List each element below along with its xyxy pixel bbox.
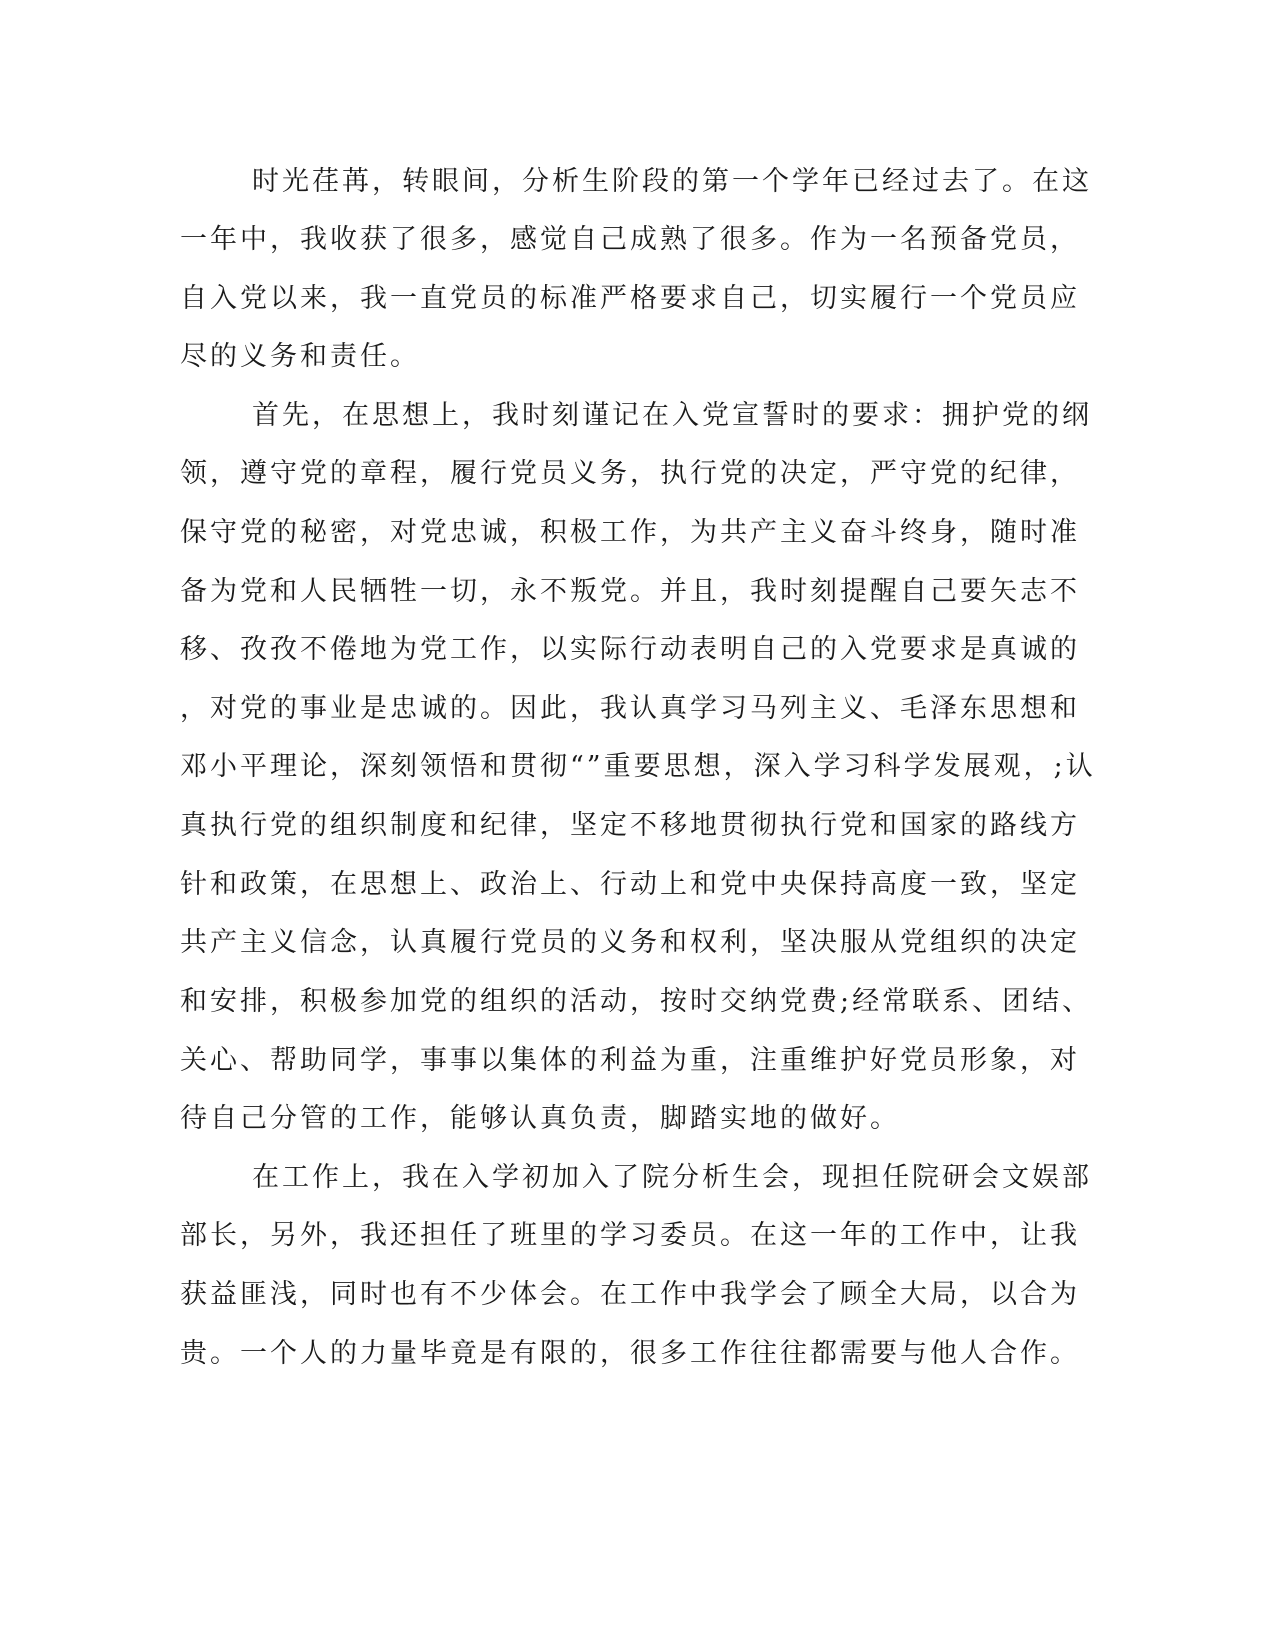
- paragraph-2-line-4: 备为党和人民牺牲一切，永不叛党。并且，我时刻提醒自己要矢志不: [180, 576, 1080, 607]
- paragraph-3-line-1: 在工作上，我在入学初加入了院分析生会，现担任院研会文娱部: [252, 1162, 1092, 1193]
- paragraph-2-line-6: ，对党的事业是忠诚的。因此，我认真学习马列主义、毛泽东思想和: [180, 693, 1080, 724]
- paragraph-2-line-7: 邓小平理论，深刻领悟和贯彻“”重要思想，深入学习科学发展观，;认: [180, 751, 1096, 782]
- paragraph-2-line-8: 真执行党的组织制度和纪律，坚定不移地贯彻执行党和国家的路线方: [180, 810, 1080, 841]
- paragraph-2-line-9: 针和政策，在思想上、政治上、行动上和党中央保持高度一致，坚定: [180, 869, 1080, 900]
- paragraph-2-line-3: 保守党的秘密，对党忠诚，积极工作，为共产主义奋斗终身，随时准: [180, 517, 1080, 548]
- paragraph-1-line-2: 一年中，我收获了很多，感觉自己成熟了很多。作为一名预备党员，: [180, 224, 1080, 255]
- paragraph-2-line-12: 关心、帮助同学，事事以集体的利益为重，注重维护好党员形象，对: [180, 1045, 1080, 1076]
- paragraph-2-line-2: 领，遵守党的章程，履行党员义务，执行党的决定，严守党的纪律，: [180, 458, 1080, 489]
- paragraph-2-line-11: 和安排，积极参加党的组织的活动，按时交纳党费;经常联系、团结、: [180, 986, 1093, 1017]
- paragraph-2-line-10: 共产主义信念，认真履行党员的义务和权利，坚决服从党组织的决定: [180, 927, 1080, 958]
- paragraph-3-line-4: 贵。一个人的力量毕竟是有限的，很多工作往往都需要与他人合作。: [180, 1338, 1080, 1369]
- paragraph-2-line-5: 移、孜孜不倦地为党工作，以实际行动表明自己的入党要求是真诚的: [180, 634, 1080, 665]
- paragraph-1-line-3: 自入党以来，我一直党员的标准严格要求自己，切实履行一个党员应: [180, 283, 1080, 314]
- paragraph-2-line-13: 待自己分管的工作，能够认真负责，脚踏实地的做好。: [180, 1103, 900, 1134]
- paragraph-3-line-2: 部长，另外，我还担任了班里的学习委员。在这一年的工作中，让我: [180, 1220, 1080, 1251]
- paragraph-1-line-4: 尽的义务和责任。: [180, 341, 420, 372]
- paragraph-2-line-1: 首先，在思想上，我时刻谨记在入党宣誓时的要求：拥护党的纲: [252, 400, 1092, 431]
- paragraph-1-line-1: 时光荏苒，转眼间，分析生阶段的第一个学年已经过去了。在这: [252, 166, 1092, 197]
- paragraph-3-line-3: 获益匪浅，同时也有不少体会。在工作中我学会了顾全大局，以合为: [180, 1279, 1080, 1310]
